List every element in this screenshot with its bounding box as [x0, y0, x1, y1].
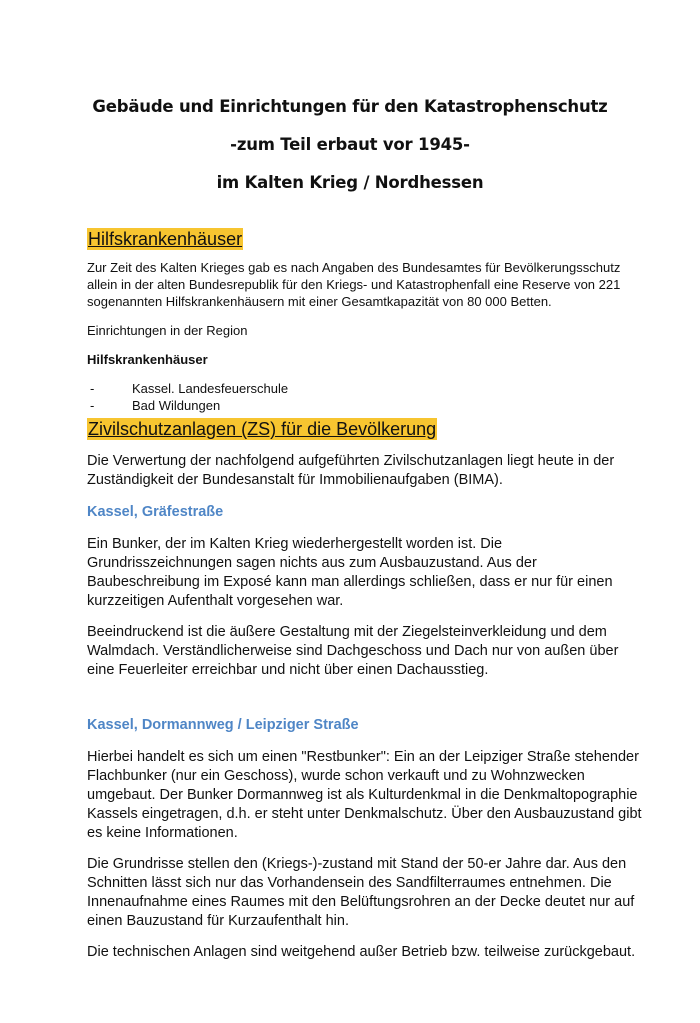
- site-paragraph: Hierbei handelt es sich um einen "Restbunker": Ein an der Leipziger Straße stehender Flachbunker (nur ein Geschoss), wurde schon verkauft und zu Wohnzwecken umgebaut. Der Bunker Dormannweg ist als Kulturdenkmal in die Denkmaltopographie Kassels eingetragen, d.h. er steht unter Denkmalschutz. Über den Ausbauzustand gibt es keine Informationen.: [87, 749, 642, 841]
- section-zivilschutzanlagen: [87, 418, 647, 962]
- section-hilfskrankenhaeuser: [87, 228, 647, 414]
- list-item: [87, 397, 647, 414]
- title-line-3: im Kalten Krieg / Nordhessen: [216, 173, 484, 192]
- document-title: [0, 88, 700, 202]
- section-heading-zivilschutzanlagen: Zivilschutzanlagen (ZS) für die Bevölkerung: [88, 419, 437, 439]
- section-intro-paragraph: Zur Zeit des Kalten Krieges gab es nach Angaben des Bundesamtes für Bevölkerungsschutz allein in der alten Bundesrepublik für den Kriegs- und Katastrophenfall eine Reserve von 221 sogenannten Hilfskrankenhäusern mit einer Gesamtkapazität von 80 000 Betten.: [87, 260, 621, 309]
- list-item-text: Kassel. Landesfeuerschule: [132, 381, 289, 396]
- dash-marker: -: [90, 381, 95, 396]
- list-item-text: Bad Wildungen: [132, 398, 221, 413]
- site-heading-dormannweg: Kassel, Dormannweg / Leipziger Straße: [87, 717, 359, 733]
- title-line-2: -zum Teil erbaut vor 1945-: [230, 135, 470, 154]
- list-item: [87, 380, 647, 397]
- list-subheading: Hilfskrankenhäuser: [87, 352, 208, 367]
- facility-list: [87, 380, 647, 414]
- region-label: Einrichtungen in der Region: [87, 323, 248, 338]
- dash-marker: -: [90, 398, 95, 413]
- title-line-1: Gebäude und Einrichtungen für den Katastrophenschutz: [92, 97, 608, 116]
- section-intro-paragraph: Die Verwertung der nachfolgend aufgeführten Zivilschutzanlagen liegt heute in der Zuständigkeit der Bundesanstalt für Immobilienaufgaben (BIMA).: [87, 453, 615, 488]
- section-heading-hilfskrankenhaeuser: Hilfskrankenhäuser: [88, 229, 243, 249]
- site-paragraph: Die Grundrisse stellen den (Kriegs-)-zustand mit Stand der 50-er Jahre dar. Aus den Schnitten lässt sich nur das Vorhandensein des Sandfilterraumes entnehmen. Die Innenaufnahme eines Raumes mit den Belüftungsrohren an der Decke deutet nur auf einen Bauzustand für Kurzaufenthalt hin.: [87, 856, 635, 929]
- document-body: [87, 228, 647, 962]
- site-paragraph: Ein Bunker, der im Kalten Krieg wiederhergestellt worden ist. Die Grundrisszeichnungen sagen nichts aus zum Ausbauzustand. Aus der Baubeschreibung im Exposé kann man allerdings schließen, dass er nur für einen kurzzeitigen Aufenthalt vorgesehen war.: [87, 536, 613, 609]
- site-paragraph: Beeindruckend ist die äußere Gestaltung mit der Ziegelsteinverkleidung und dem Walmdach. Verständlicherweise sind Dachgeschoss und Dach nur von außen über eine Feuerleiter erreichbar und nicht über einen Dachausstieg.: [87, 624, 619, 678]
- site-heading-graefestrasse: Kassel, Gräfestraße: [87, 504, 224, 520]
- site-paragraph: Die technischen Anlagen sind weitgehend außer Betrieb bzw. teilweise zurückgebaut.: [87, 944, 636, 960]
